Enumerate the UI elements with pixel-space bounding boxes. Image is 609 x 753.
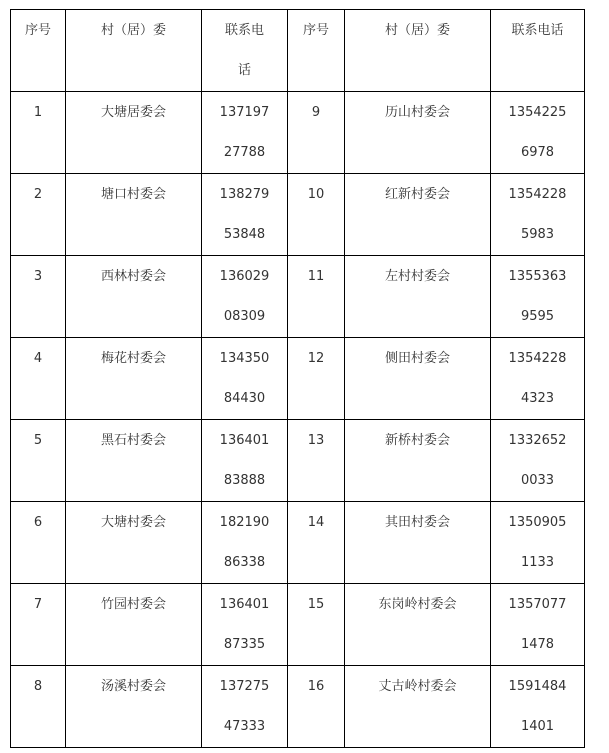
header-no-left: 序号 xyxy=(11,10,66,92)
row-phone-left-text: 182190 xyxy=(219,515,270,530)
row-no-left-text: 6 xyxy=(33,515,43,530)
row-no-left xyxy=(11,420,66,502)
header-name-left: 村（居）委 xyxy=(66,10,202,92)
row-no-right-text: 12 xyxy=(307,351,325,366)
row-no-left xyxy=(11,174,66,256)
contact-table xyxy=(10,9,585,748)
row-name-left-text: 黑石村委会 xyxy=(100,433,166,448)
table-row xyxy=(11,584,585,666)
table-header-row xyxy=(11,10,585,92)
row-phone-right-text: 1478 xyxy=(520,637,555,652)
row-name-right xyxy=(345,256,491,338)
row-name-right-text: 丈古岭村委会 xyxy=(378,679,457,694)
row-no-left-text: 4 xyxy=(33,351,43,366)
row-name-left-text: 塘口村委会 xyxy=(100,187,166,202)
row-phone-left xyxy=(202,174,288,256)
row-name-right xyxy=(345,338,491,420)
table-row xyxy=(11,92,585,174)
row-name-right-text: 其田村委会 xyxy=(384,515,450,530)
row-no-right-text: 15 xyxy=(307,597,325,612)
row-phone-right-text: 1133 xyxy=(520,555,555,570)
row-phone-right-text: 1332652 xyxy=(508,433,567,448)
row-no-left-text: 1 xyxy=(33,105,43,120)
row-name-left xyxy=(66,666,202,748)
row-name-right-text: 红新村委会 xyxy=(384,187,450,202)
table-row xyxy=(11,420,585,502)
row-phone-right-text: 1354225 xyxy=(508,105,567,120)
row-phone-left-text: 86338 xyxy=(223,555,266,570)
row-phone-left-text: 137197 xyxy=(219,105,270,120)
row-phone-left-text: 87335 xyxy=(223,637,266,652)
row-no-right xyxy=(288,502,345,584)
row-phone-left-text: 08309 xyxy=(223,309,266,324)
row-phone-right xyxy=(491,174,585,256)
row-phone-right xyxy=(491,584,585,666)
row-phone-right xyxy=(491,420,585,502)
row-phone-left-text: 47333 xyxy=(223,719,266,734)
row-phone-right-text: 1354228 xyxy=(508,187,567,202)
row-phone-right-text: 9595 xyxy=(520,309,555,324)
row-phone-right xyxy=(491,256,585,338)
row-no-left-text: 5 xyxy=(33,433,43,448)
row-name-right xyxy=(345,92,491,174)
row-no-right-text: 13 xyxy=(307,433,325,448)
row-no-left-text: 3 xyxy=(33,269,43,284)
row-name-left xyxy=(66,584,202,666)
row-name-right-text: 左村村委会 xyxy=(384,269,450,284)
row-phone-right-text: 4323 xyxy=(520,391,555,406)
row-no-right-text: 10 xyxy=(307,187,325,202)
row-no-left-text: 8 xyxy=(33,679,43,694)
row-phone-right-text: 1591484 xyxy=(508,679,567,694)
row-name-left xyxy=(66,92,202,174)
header-no-right: 序号 xyxy=(288,10,345,92)
row-phone-left xyxy=(202,584,288,666)
row-phone-left xyxy=(202,502,288,584)
row-name-right xyxy=(345,174,491,256)
row-phone-right xyxy=(491,666,585,748)
row-phone-left xyxy=(202,338,288,420)
row-name-left xyxy=(66,174,202,256)
row-no-right-text: 11 xyxy=(307,269,325,284)
row-no-left xyxy=(11,92,66,174)
row-no-left-text: 7 xyxy=(33,597,43,612)
row-name-left xyxy=(66,256,202,338)
row-name-left-text: 西林村委会 xyxy=(100,269,166,284)
row-phone-left xyxy=(202,256,288,338)
row-name-right-text: 历山村委会 xyxy=(384,105,450,120)
row-no-right-text: 9 xyxy=(311,105,321,120)
row-phone-left-text: 136401 xyxy=(219,597,270,612)
row-no-right xyxy=(288,174,345,256)
row-name-left xyxy=(66,338,202,420)
table-row xyxy=(11,666,585,748)
row-name-left-text: 竹园村委会 xyxy=(100,597,166,612)
row-phone-right xyxy=(491,338,585,420)
row-name-right-text: 东岗岭村委会 xyxy=(378,597,457,612)
header-phone-left: 联系电 话 xyxy=(202,10,288,92)
row-no-right xyxy=(288,420,345,502)
row-no-right-text: 14 xyxy=(307,515,325,530)
row-phone-left xyxy=(202,420,288,502)
row-phone-right-text: 5983 xyxy=(520,227,555,242)
row-no-right-text: 16 xyxy=(307,679,325,694)
row-phone-left-text: 136029 xyxy=(219,269,270,284)
header-name-right: 村（居）委 xyxy=(345,10,491,92)
row-phone-left-text: 137275 xyxy=(219,679,270,694)
table-row xyxy=(11,256,585,338)
row-no-right xyxy=(288,666,345,748)
row-phone-right xyxy=(491,502,585,584)
row-no-right xyxy=(288,256,345,338)
row-name-right xyxy=(345,666,491,748)
row-name-right-text: 新桥村委会 xyxy=(384,433,450,448)
row-phone-right-text: 1357077 xyxy=(508,597,567,612)
row-no-left xyxy=(11,666,66,748)
row-name-right xyxy=(345,420,491,502)
row-no-left xyxy=(11,502,66,584)
row-name-right xyxy=(345,502,491,584)
table-row xyxy=(11,502,585,584)
row-no-left-text: 2 xyxy=(33,187,43,202)
row-phone-right-text: 1354228 xyxy=(508,351,567,366)
row-phone-right-text: 0033 xyxy=(520,473,555,488)
row-phone-right-text: 6978 xyxy=(520,145,555,160)
row-name-left xyxy=(66,420,202,502)
row-phone-left-text: 138279 xyxy=(219,187,270,202)
row-name-left-text: 大塘村委会 xyxy=(100,515,166,530)
row-no-right xyxy=(288,338,345,420)
row-phone-right-text: 1355363 xyxy=(508,269,567,284)
table-row xyxy=(11,174,585,256)
row-phone-right-text: 1350905 xyxy=(508,515,567,530)
row-phone-left-text: 134350 xyxy=(219,351,270,366)
row-name-left-text: 大塘居委会 xyxy=(100,105,166,120)
row-no-left xyxy=(11,338,66,420)
header-phone-right: 联系电话 xyxy=(491,10,585,92)
row-no-left xyxy=(11,256,66,338)
row-name-right xyxy=(345,584,491,666)
row-no-right xyxy=(288,92,345,174)
row-phone-left-text: 136401 xyxy=(219,433,270,448)
row-phone-left-text: 84430 xyxy=(223,391,266,406)
row-phone-left xyxy=(202,92,288,174)
row-no-right xyxy=(288,584,345,666)
row-name-left-text: 梅花村委会 xyxy=(100,351,166,366)
table-row xyxy=(11,338,585,420)
row-phone-left-text: 27788 xyxy=(223,145,266,160)
row-phone-right-text: 1401 xyxy=(520,719,555,734)
row-no-left xyxy=(11,584,66,666)
row-name-left-text: 汤溪村委会 xyxy=(100,679,166,694)
row-phone-left-text: 53848 xyxy=(223,227,266,242)
row-phone-right xyxy=(491,92,585,174)
row-phone-left-text: 83888 xyxy=(223,473,266,488)
row-name-left xyxy=(66,502,202,584)
row-name-right-text: 侧田村委会 xyxy=(384,351,450,366)
row-phone-left xyxy=(202,666,288,748)
